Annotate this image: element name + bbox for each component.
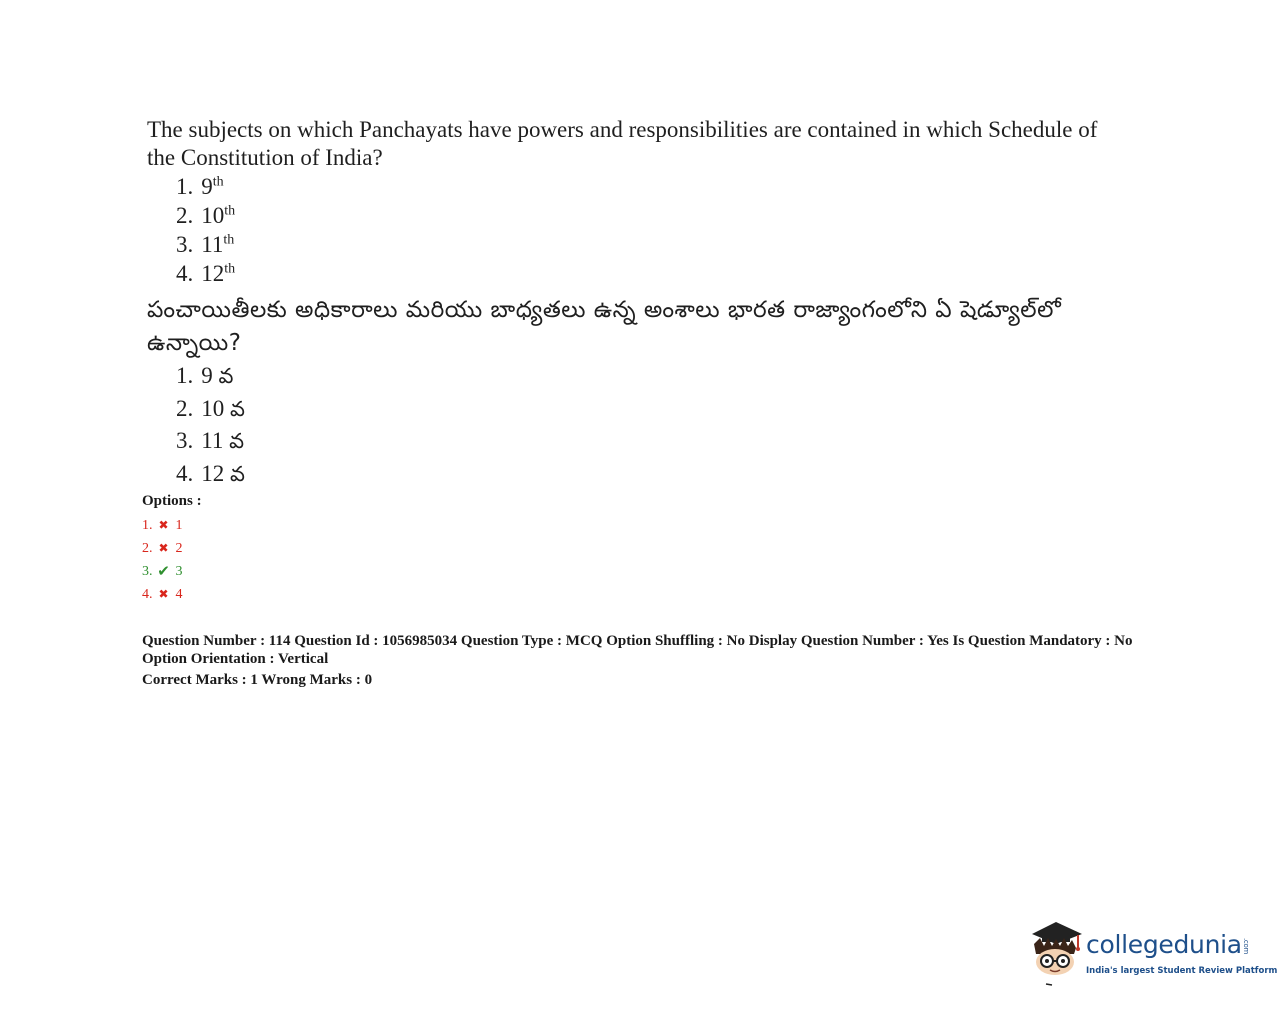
option-suffix: వ [218,364,234,388]
question-meta-details: Question Number : 114 Question Id : 1056985034 Question Type : MCQ Option Shuffling : No Display Question Number : Yes Is Question Mandatory : No Option Orientation : Vertical [142,633,1133,667]
answer-number: 3. [142,564,153,579]
question-option-english-4 [176,259,1107,288]
option-value: 11 [201,428,224,453]
question-meta [142,632,1152,689]
question-text-english: The subjects on which Panchayats have powers and responsibilities are contained in which Schedule of the Constitution of India? [147,117,1098,170]
option-value: 9 [201,363,213,388]
question-option-english-3 [176,230,1107,259]
option-suffix: th [223,232,235,248]
option-suffix: th [224,203,236,219]
question-option-telugu-4 [176,458,1107,491]
option-number: 4. [176,460,194,486]
question-text-telugu: పంచాయితీలకు అధికారాలు మరియు బాధ్యతలు ఉన్న అంశాలు భారత రాజ్యాంగంలోని ఏ షెడ్యూల్‌లో ఉన్నాయి? [147,297,1062,356]
answer-option-3 [142,560,202,583]
answer-value: 4 [175,587,183,602]
answer-option-2 [142,537,202,560]
option-suffix: వ [229,429,245,453]
question-option-telugu-2 [176,393,1107,426]
question-options-english [147,172,1107,288]
question-option-telugu-1 [176,360,1107,393]
option-number: 3. [176,232,194,257]
cross-icon: ✖ [158,587,169,601]
logo-name: collegedunia.com [1086,930,1250,959]
option-number: 2. [176,395,194,421]
student-mascot-icon [1026,918,1086,988]
option-value: 10 [201,203,225,228]
cross-icon: ✖ [158,518,169,532]
answer-number: 4. [142,587,153,602]
option-number: 4. [176,261,194,286]
answer-value: 3 [175,564,183,579]
answer-options-block [142,492,202,606]
option-value: 12 [201,261,225,286]
answer-number: 1. [142,518,153,533]
option-value: 11 [201,232,224,257]
cross-icon: ✖ [158,541,169,555]
options-title: Options : [142,493,202,509]
answer-option-4 [142,583,202,606]
logo-domain-suffix: .com [1241,938,1250,954]
option-value: 9 [201,174,213,199]
answer-number: 2. [142,541,153,556]
question-option-english-2 [176,201,1107,230]
question-options-telugu [147,360,1107,490]
option-suffix: వ [230,461,245,486]
answer-value: 2 [175,541,183,556]
option-suffix: th [212,174,224,190]
question-option-english-1 [176,172,1107,201]
question-option-telugu-3 [176,425,1107,458]
option-value: 10 [201,395,225,421]
option-value: 12 [201,460,225,486]
check-icon: ✔ [157,562,170,580]
question-block [147,116,1107,490]
answer-value: 1 [175,518,183,533]
question-marks: Correct Marks : 1 Wrong Marks : 0 [142,672,373,688]
logo-tagline: India's largest Student Review Platform [1086,966,1278,976]
answer-option-1 [142,514,202,537]
option-number: 3. [176,428,194,453]
collegedunia-logo [1026,918,1278,988]
option-suffix: th [224,261,236,277]
option-number: 1. [176,363,194,388]
option-number: 1. [176,174,194,199]
option-number: 2. [176,203,194,228]
option-suffix: వ [230,396,245,421]
